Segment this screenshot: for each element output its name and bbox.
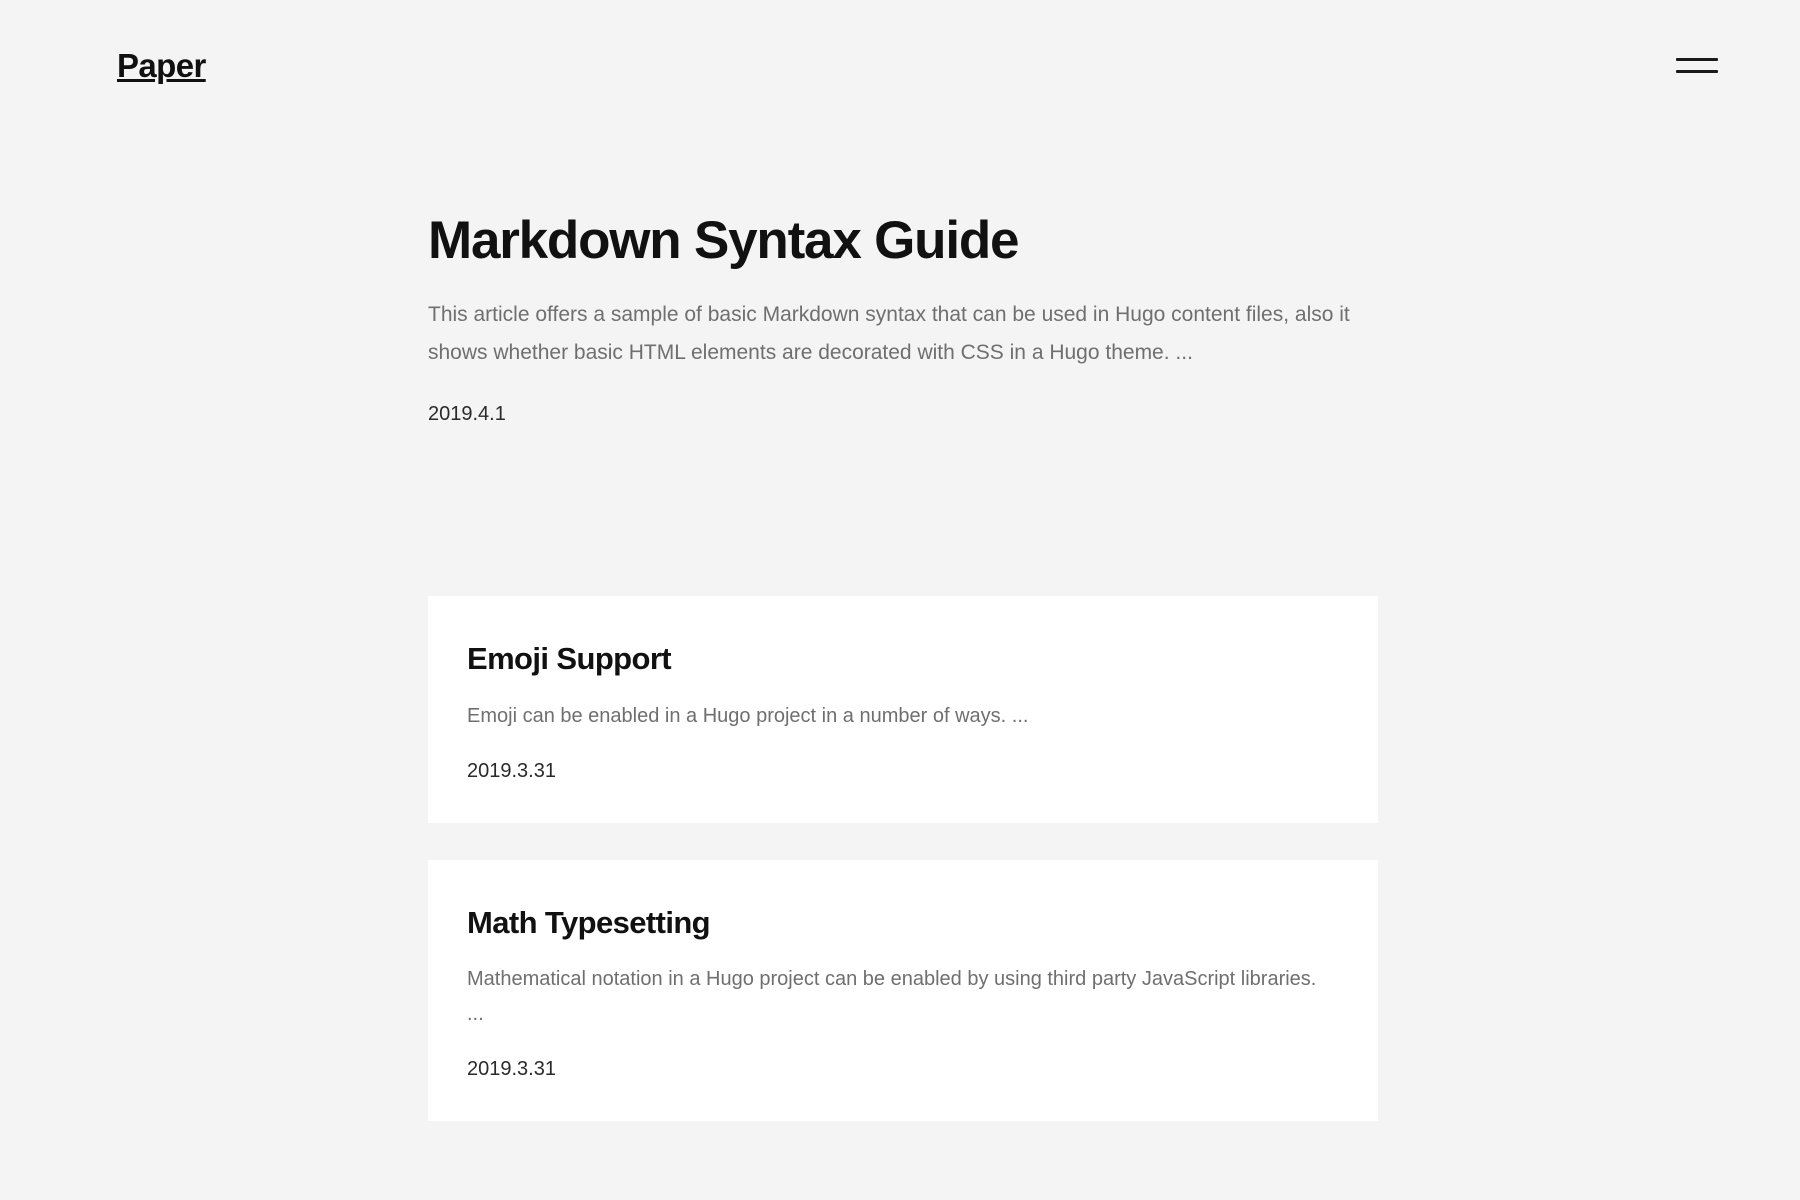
list-item[interactable] (428, 596, 1378, 823)
menu-bar-2 (1676, 70, 1718, 73)
menu-bar-1 (1676, 58, 1718, 61)
post-list (428, 596, 1740, 1121)
site-header (0, 0, 1800, 100)
post-summary: Emoji can be enabled in a Hugo project in a number of ways. ... (467, 704, 1029, 727)
hamburger-menu-icon[interactable] (1676, 48, 1722, 82)
post-title[interactable]: Emoji Support (467, 641, 672, 677)
post-date: 2019.3.31 (467, 759, 556, 782)
featured-post-date: 2019.4.1 (428, 403, 506, 426)
featured-post-summary: This article offers a sample of basic Markdown syntax that can be used in Hugo content files, also it shows whether basic HTML elements are decorated with CSS in a Hugo theme. ... (428, 303, 1350, 364)
site-title[interactable]: Paper (117, 46, 206, 84)
page-title[interactable]: Markdown Syntax Guide (428, 211, 1019, 270)
post-date: 2019.3.31 (467, 1058, 556, 1081)
main-content (0, 100, 1800, 1121)
post-summary: Mathematical notation in a Hugo project can be enabled by using third party JavaScript libraries. ... (467, 968, 1317, 1026)
post-title[interactable]: Math Typesetting (467, 904, 711, 940)
list-item[interactable] (428, 860, 1378, 1122)
featured-post[interactable] (428, 100, 1388, 426)
